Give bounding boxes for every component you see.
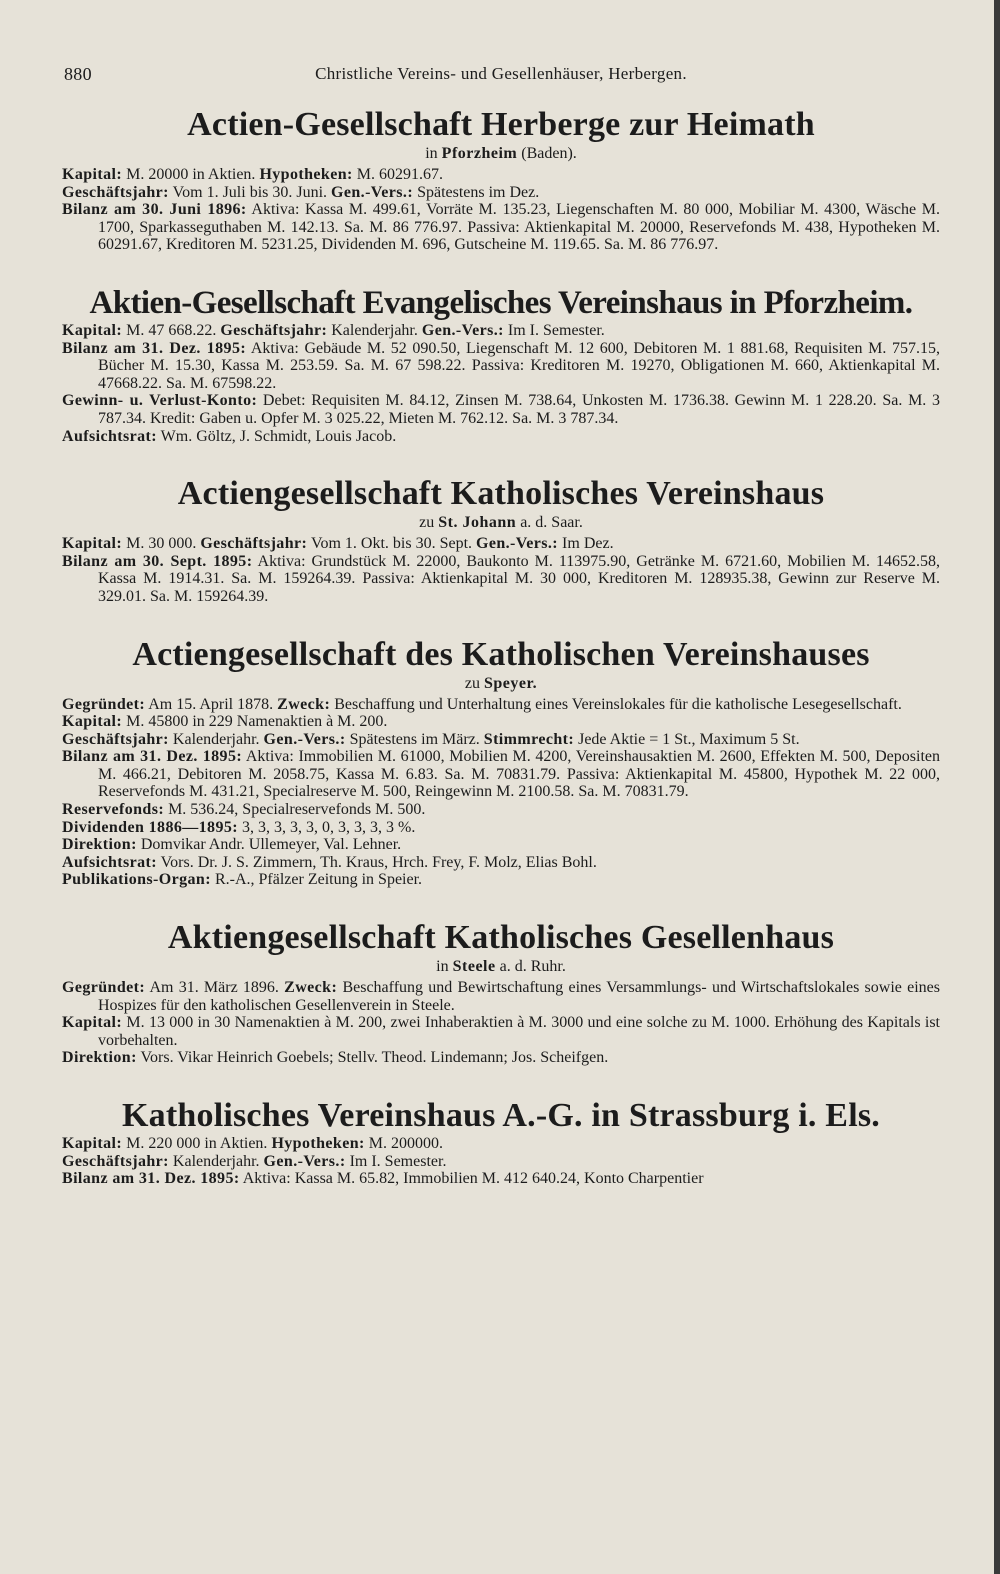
- entry-direktion: Direktion: Domvikar Andr. Ullemeyer, Val. Lehner.: [62, 836, 402, 854]
- section-st-johann: [62, 475, 940, 605]
- page-number: 880: [64, 64, 92, 84]
- section-steele: [62, 919, 940, 1067]
- entry-kapital: Kapital: M. 220 000 in Aktien. Hypotheken: M. 200000.: [62, 1135, 443, 1152]
- entry-geschaeftsjahr: Geschäftsjahr: Kalenderjahr. Gen.-Vers.: Im I. Semester.: [62, 1152, 447, 1170]
- entry-bilanz: Bilanz am 31. Dez. 1895: Aktiva: Gebäude M. 52 090.50, Liegenschaft M. 12 600, Debitoren M. 1 881.68, Requisiten M. 757.15, Bücher M. 15.30, Kassa M. 253.59. Sa. M. 67 598.22. Passiva: Kreditoren M. 19270, Obligationen M. 660, Aktienkapital M. 47668.22. Sa. M. 67598.22.: [62, 339, 940, 392]
- entry-kapital: Kapital: M. 47 668.22. Geschäftsjahr: Kalenderjahr. Gen.-Vers.: Im I. Semester.: [62, 321, 605, 339]
- entry-kapital: Kapital: M. 30 000. Geschäftsjahr: Vom 1. Okt. bis 30. Sept. Gen.-Vers.: Im Dez.: [62, 535, 614, 553]
- entry-dividenden: Dividenden 1886—1895: 3, 3, 3, 3, 3, 0, 3, 3, 3, 3 %.: [62, 818, 416, 836]
- section-title: Aktiengesellschaft Katholisches Gesellenhaus: [167, 919, 835, 957]
- section-title: Actiengesellschaft Katholisches Vereinshaus: [177, 475, 825, 513]
- entry-bilanz: Bilanz am 30. Juni 1896: Aktiva: Kassa M. 499.61, Vorräte M. 135.23, Liegenschaften M. 80 000, Mobiliar M. 4300, Wäsche M. 1700, Sparkasseguthaben M. 142.13. Sa. M. 86 776.97. Passiva: Aktienkapital M. 20000, Reservefonds M. 438, Hypotheken M. 60291.67, Kreditoren M. 5231.25, Dividenden M. 696, Gutscheine M. 119.65. Sa. M. 86 776.97.: [62, 201, 941, 254]
- entry-aufsichtsrat: Aufsichtsrat: Vors. Dr. J. S. Zimmern, Th. Kraus, Hrch. Frey, F. Molz, Elias Bohl.: [62, 853, 597, 871]
- section-title: Actien-Gesellschaft Herberge zur Heimath: [187, 106, 815, 143]
- section-strassburg: [62, 1097, 940, 1188]
- entry-kapital: Kapital: M. 20000 in Aktien. Hypotheken: M. 60291.67.: [62, 166, 443, 183]
- section-herberge-zur-heimath: [62, 106, 940, 254]
- entry-bilanz: Bilanz am 31. Dez. 1895: Aktiva: Kassa M. 65.82, Immobilien M. 412 640.24, Konto Charpentier: [62, 1170, 704, 1188]
- entry-gegruendet: Gegründet: Am 15. April 1878. Zweck: Beschaffung und Unterhaltung eines Vereinslokales für die katholische Lesegesellschaft.: [62, 695, 902, 713]
- entry-gegruendet: Gegründet: Am 31. März 1896. Zweck: Beschaffung und Bewirtschaftung eines Versammlungs- und Wirtschaftslokales sowie eines Hospizes für den katholischen Gesellenverein in Steele.: [62, 979, 940, 1014]
- entry-kapital: Kapital: M. 45800 in 229 Namenaktien à M. 200.: [62, 713, 388, 731]
- entry-bilanz: Bilanz am 31. Dez. 1895: Aktiva: Immobilien M. 61000, Mobilien M. 4200, Vereinshausaktien M. 2600, Effekten M. 500, Depositen M. 466.21, Debitoren M. 2058.75, Kassa M. 6.83. Sa. M. 70831.79. Passiva: Aktienkapital M. 45800, Hypothek M. 22 000, Reservefonds M. 431.21, Specialreserve M. 500, Reingewinn M. 2100.58. Sa. M. 70831.79.: [62, 748, 940, 801]
- section-title: Aktien-Gesellschaft Evangelisches Vereinshaus in Pforzheim.: [89, 284, 913, 321]
- section-location: zu St. Johann a. d. Saar.: [419, 514, 583, 532]
- section-location: in Steele a. d. Ruhr.: [436, 958, 566, 976]
- entry-publikations-organ: Publikations-Organ: R.-A., Pfälzer Zeitung in Speier.: [62, 871, 423, 889]
- section-location: in Pforzheim (Baden).: [425, 145, 577, 162]
- entry-reservefonds: Reservefonds: M. 536.24, Specialreservefonds M. 500.: [62, 801, 426, 819]
- running-title: Christliche Vereins- und Gesellenhäuser, Herbergen.: [315, 64, 687, 83]
- entry-geschaeftsjahr: Geschäftsjahr: Vom 1. Juli bis 30. Juni. Gen.-Vers.: Spätestens im Dez.: [62, 183, 540, 201]
- entry-bilanz: Bilanz am 30. Sept. 1895: Aktiva: Grundstück M. 22000, Baukonto M. 113975.90, Getränke M. 6721.60, Mobilien M. 14652.58, Kassa M. 1914.31. Sa. M. 159264.39. Passiva: Aktienkapital M. 30 000, Kreditoren M. 128935.38, Gewinn zur Reserve M. 329.01. Sa. M. 159264.39.: [62, 552, 940, 605]
- section-evangelisches-vereinshaus: [62, 284, 940, 445]
- entry-direktion: Direktion: Vors. Vikar Heinrich Goebels; Stellv. Theod. Lindemann; Jos. Scheifgen.: [62, 1049, 609, 1067]
- section-title: Actiengesellschaft des Katholischen Vereinshauses: [132, 635, 870, 673]
- section-speyer: [62, 636, 940, 890]
- running-head: [62, 56, 940, 86]
- entry-geschaeftsjahr: Geschäftsjahr: Kalenderjahr. Gen.-Vers.: Spätestens im März. Stimmrecht: Jede Aktie = 1 St., Maximum 5 St.: [62, 730, 800, 748]
- entry-gewinn-verlust: Gewinn- u. Verlust-Konto: Debet: Requisiten M. 84.12, Zinsen M. 738.64, Unkosten M. 1736.38. Gewinn M. 1 228.20. Sa. M. 3 787.34. Kredit: Gaben u. Opfer M. 3 025.22, Mieten M. 762.12. Sa. M. 3 787.34.: [62, 392, 941, 427]
- section-title: Katholisches Vereinshaus A.-G. in Strassburg i. Els.: [122, 1097, 880, 1134]
- scan-edge: [994, 0, 1000, 1574]
- section-location: zu Speyer.: [464, 674, 538, 692]
- entry-aufsichtsrat: Aufsichtsrat: Wm. Göltz, J. Schmidt, Louis Jacob.: [62, 427, 397, 445]
- entry-kapital: Kapital: M. 13 000 in 30 Namenaktien à M. 200, zwei Inhaberaktien à M. 3000 und eine solche zu M. 1000. Erhöhung des Kapitals ist vorbehalten.: [62, 1014, 940, 1049]
